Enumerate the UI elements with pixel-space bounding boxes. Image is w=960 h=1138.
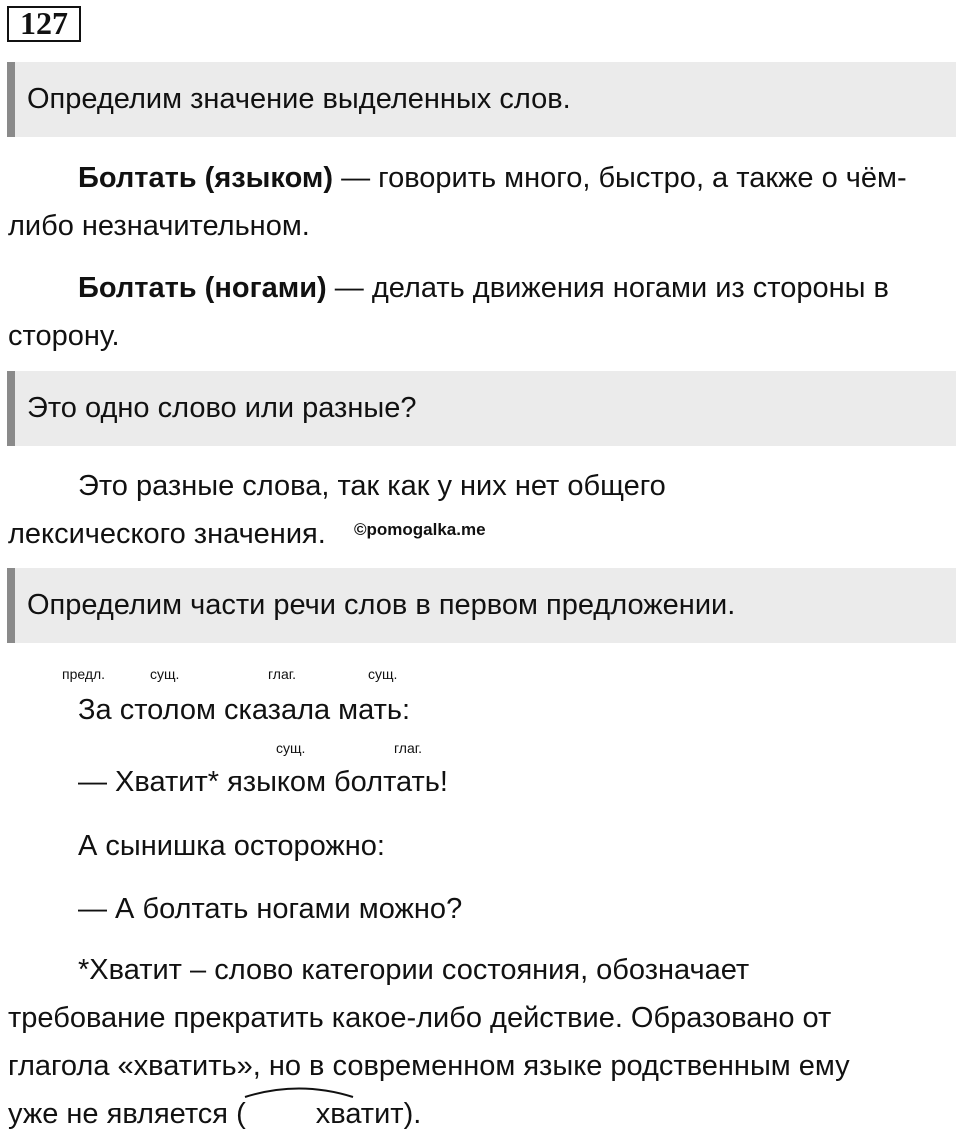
watermark: ©pomogalka.me [354, 520, 486, 539]
answer-text: Это разные слова, так как у них нет общего лексического значения. [8, 470, 666, 550]
definition-paragraph [8, 264, 908, 360]
pos-label: глаг. [394, 740, 423, 756]
section-header-question [7, 371, 956, 446]
pos-label: сущ. [150, 666, 180, 682]
definition-term: Болтать (ногами) [78, 272, 327, 304]
definition-text: — делать движения ногами из стороны в сторону. [8, 272, 889, 352]
definition-paragraph [8, 154, 908, 250]
pos-label: сущ. [368, 666, 398, 682]
pos-label: глаг. [268, 666, 297, 682]
root-arc-icon [242, 1084, 357, 1098]
task-number: 127 [7, 6, 81, 42]
section-header-parts-of-speech [7, 568, 956, 643]
footnote-paragraph [8, 946, 908, 1138]
poem-line: За столом сказала мать: [78, 694, 411, 726]
root-word-text: хватит [315, 1098, 404, 1130]
poem-line: — А болтать ногами можно? [78, 893, 463, 925]
pos-label: предл. [62, 666, 106, 682]
footnote-closing: ). [403, 1098, 422, 1130]
section-header-text: Определим части речи слов в первом предложении. [27, 589, 736, 621]
section-header-meaning [7, 62, 956, 137]
definition-term: Болтать (языком) [78, 162, 334, 194]
section-header-text: Определим значение выделенных слов. [27, 83, 571, 115]
answer-paragraph [8, 462, 788, 558]
definition-text: — говорить много, быстро, а также о чём-либо незначительном. [8, 162, 907, 242]
section-header-text: Это одно слово или разные? [27, 392, 417, 424]
poem-line: А сынишка осторожно: [78, 830, 385, 862]
root-word [246, 1090, 404, 1138]
poem-line: — Хватит* языком болтать! [78, 766, 448, 798]
pos-label: сущ. [276, 740, 306, 756]
footnote-text: *Хватит – слово категории состояния, обозначает требование прекратить какое-либо действие. Образовано от глагола «хватить», но в современном языке родственным ему уже не является ( [8, 954, 850, 1130]
